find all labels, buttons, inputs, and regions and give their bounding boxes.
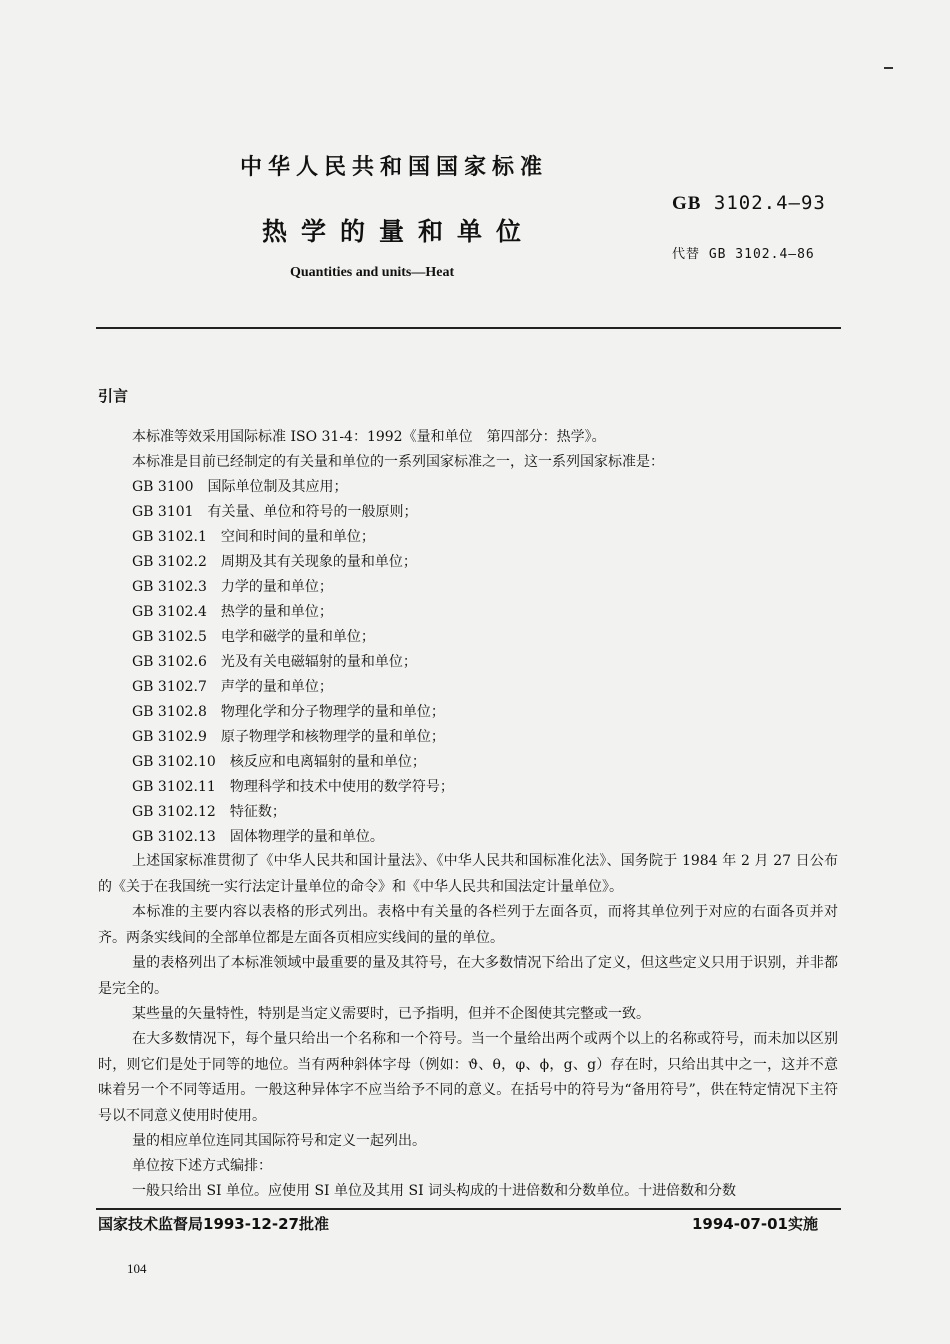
section-heading: 引言 xyxy=(98,387,129,405)
body-paragraph: 本标准的主要内容以表格的形式列出。表格中有关量的各栏列于左面各页，而将其单位列于对应的右面各页并对齐。两条实线间的全部单位都是左面各页相应实线间的量的单位。 xyxy=(98,904,838,946)
standard-item: GB 3102.5 电学和磁学的量和单位； xyxy=(132,629,375,645)
intro-line: 本标准是目前已经制定的有关量和单位的一系列国家标准之一，这一系列国家标准是： xyxy=(132,454,664,470)
header-rule xyxy=(96,327,841,329)
page-number: 104 xyxy=(127,1261,147,1276)
standard-item: GB 3102.8 物理化学和分子物理学的量和单位； xyxy=(132,704,445,720)
standard-item: GB 3102.3 力学的量和单位； xyxy=(132,579,333,595)
approval-date: 国家技术监督局1993-12-27批准 xyxy=(98,1215,329,1233)
intro-line: 本标准等效采用国际标准 ISO 31-4：1992《量和单位 第四部分：热学》。 xyxy=(132,429,606,445)
standard-item: GB 3101 有关量、单位和符号的一般原则； xyxy=(132,504,418,520)
standard-item: GB 3102.7 声学的量和单位； xyxy=(132,679,333,695)
effective-date: 1994-07-01实施 xyxy=(692,1215,818,1233)
national-standard-title: 中华人民共和国国家标准 xyxy=(240,155,549,180)
standard-item: GB 3102.9 原子物理学和核物理学的量和单位； xyxy=(132,729,445,745)
body-paragraph: 在大多数情况下，每个量只给出一个名称和一个符号。当一个量给出两个或两个以上的名称或符号，而未加以区别时，则它们是处于同等的地位。当有两种斜体字母（例如：ϑ、θ，φ、ϕ，g、g）存在时，只给出其中之一，这并不意味着另一个不同等适用。一般这种异体字不应当给予不同的意义。在括号中的符号为“备用符号”，供在特定情况下主符号以不同意义使用时使用。 xyxy=(98,1031,838,1124)
document-title: 热学的量和单位 xyxy=(262,217,536,246)
body-paragraph: 量的相应单位连同其国际符号和定义一起列出。 xyxy=(132,1133,426,1149)
standard-item: GB 3102.4 热学的量和单位； xyxy=(132,604,333,620)
standard-item: GB 3102.1 空间和时间的量和单位； xyxy=(132,529,375,545)
code-prefix: GB xyxy=(672,193,702,214)
footer-rule xyxy=(96,1208,841,1210)
code-number: 3102.4—93 xyxy=(701,192,826,214)
scan-mark xyxy=(884,67,893,69)
standard-item: GB 3102.2 周期及其有关现象的量和单位； xyxy=(132,554,417,570)
body-paragraph: 上述国家标准贯彻了《中华人民共和国计量法》、《中华人民共和国标准化法》、国务院于 1984 年 2 月 27 日公布的《关于在我国统一实行法定计量单位的命令》和《中华人民共和国法定计量单位》。 xyxy=(98,853,838,895)
standard-item: GB 3102.6 光及有关电磁辐射的量和单位； xyxy=(132,654,417,670)
replaces-code: 代替 GB 3102.4—86 xyxy=(672,247,815,262)
standard-item: GB 3102.13 固体物理学的量和单位。 xyxy=(132,829,384,845)
standard-item: GB 3102.10 核反应和电离辐射的量和单位； xyxy=(132,754,426,770)
standard-code xyxy=(672,192,826,215)
body-paragraph: 量的表格列出了本标准领域中最重要的量及其符号，在大多数情况下给出了定义，但这些定义只用于识别，并非都是完全的。 xyxy=(98,955,838,997)
standard-item: GB 3102.12 特征数； xyxy=(132,804,286,820)
standard-item: GB 3102.11 物理科学和技术中使用的数学符号； xyxy=(132,779,454,795)
body-paragraph: 一般只给出 SI 单位。应使用 SI 单位及其用 SI 词头构成的十进倍数和分数单位。十进倍数和分数 xyxy=(132,1183,737,1199)
body-paragraph: 某些量的矢量特性，特别是当定义需要时，已予指明，但并不企图使其完整或一致。 xyxy=(132,1006,650,1022)
standard-item: GB 3100 国际单位制及其应用； xyxy=(132,479,348,495)
body-paragraph: 单位按下述方式编排： xyxy=(132,1158,272,1174)
english-title: Quantities and units—Heat xyxy=(290,265,455,280)
